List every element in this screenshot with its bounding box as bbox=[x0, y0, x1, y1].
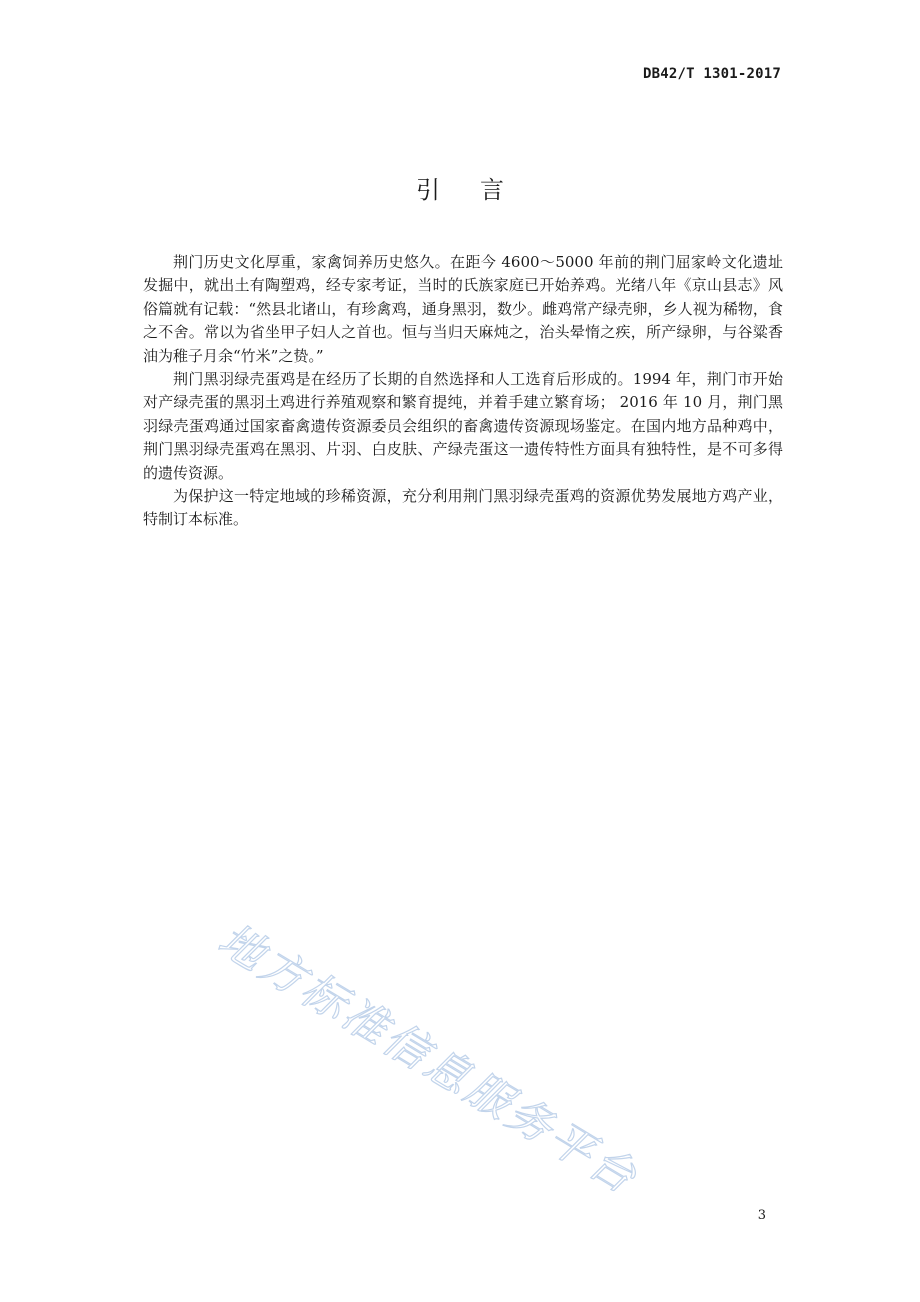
page-number: 3 bbox=[757, 1208, 766, 1223]
paragraph-formation: 荆门黑羽绿壳蛋鸡是在经历了长期的自然选择和人工选育后形成的。1994 年，荆门市开始对产绿壳蛋的黑羽土鸡进行养殖观察和繁育提纯，并着手建立繁育场； 2016 年 10 月，荆门黑羽绿壳蛋鸡通过国家畜禽遗传资源委员会组织的畜禽遗传资源现场鉴定。在国内地方品种鸡中，荆门黑羽绿壳蛋鸡在黑羽、片羽、白皮肤、产绿壳蛋这一遗传特性方面具有独特性，是不可多得的遗传资源。 bbox=[143, 370, 783, 482]
paragraph-history: 荆门历史文化厚重，家禽饲养历史悠久。在距今 4600～5000 年前的荆门屈家岭文化遗址发掘中，就出土有陶塑鸡，经专家考证，当时的氏族家庭已开始养鸡。光绪八年《京山县志》风俗篇就有记载：“然县北诸山，有珍禽鸡，通身黑羽，数少。雌鸡常产绿壳卵，乡人视为稀物，食之不舍。常以为省坐甲子妇人之首也。恒与当归天麻炖之，治头晕惰之疾，所产绿卵，与谷粱香油为稚子月余“竹米”之贽。” bbox=[143, 253, 783, 365]
introduction-body bbox=[143, 251, 783, 532]
document-code: DB42/T 1301-2017 bbox=[642, 66, 781, 82]
page-title: 引言 bbox=[416, 176, 544, 204]
paragraph-purpose: 为保护这一特定地域的珍稀资源，充分利用荆门黑羽绿壳蛋鸡的资源优势发展地方鸡产业，特制订本标准。 bbox=[143, 487, 783, 529]
watermark: 地方标准信息服务平台 bbox=[209, 913, 648, 1205]
